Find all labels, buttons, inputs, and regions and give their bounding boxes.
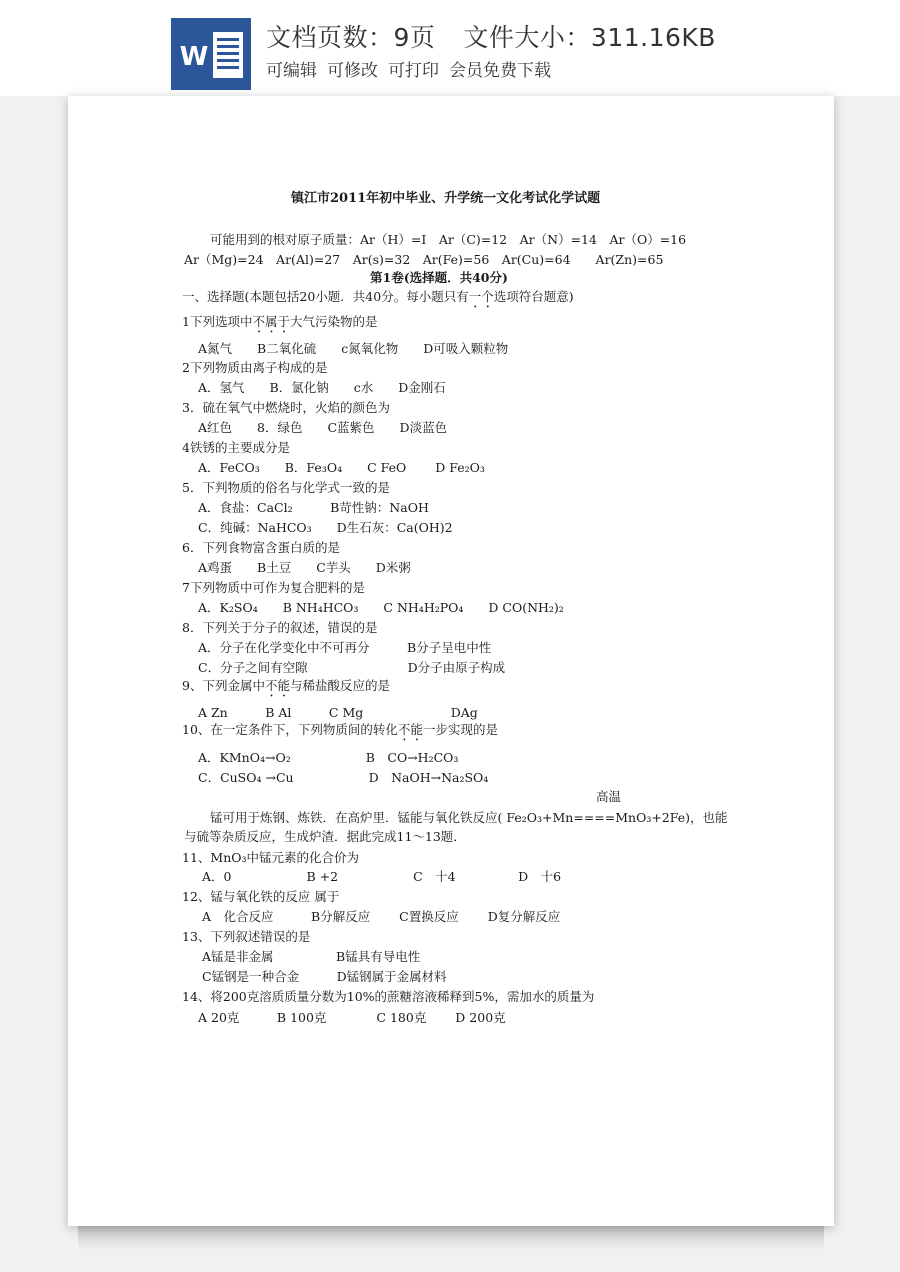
manganese-paragraph-2: 与硫等杂质反应，生成炉渣．据此完成11～13题．	[184, 829, 466, 844]
question-8-options-2: C．分子之间有空隙 D分子由原子构成	[198, 660, 506, 675]
perk-editable: 可编辑	[266, 61, 317, 81]
question-5-options-1: A．食盐：CaCl₂ B苛性钠：NaOH	[198, 500, 429, 515]
question-4: 4铁锈的主要成分是	[182, 440, 290, 455]
atomic-mass-line-1: 可能用到的根对原子质量：Ar（H）=I Ar（C)=12 Ar（N）=14 Ar（O）=16	[210, 232, 687, 247]
question-14: 14、将200克溶质质量分数为10%的蔗糖溶液稀释到5%，需加水的质量为	[182, 989, 595, 1004]
manganese-paragraph-1: 锰可用于炼钢、炼铁．在高炉里．锰能与氧化铁反应( Fe₂O₃+Mn====MnO₃+2Fe)，也能	[210, 810, 728, 825]
question-10-options-2: C．CuSO₄ →Cu D NaOH→Na₂SO₄	[198, 770, 489, 785]
q1-emphasis: 不属于	[252, 314, 290, 329]
question-13-options-1: A锰是非金属 B锰具有导电性	[202, 949, 421, 964]
high-temperature-label: 高温	[596, 789, 622, 804]
q9-emphasis: 不能	[264, 678, 290, 693]
question-1	[182, 314, 377, 336]
section-instructions	[182, 289, 574, 311]
section-emphasis: 一个	[468, 289, 494, 304]
question-10	[182, 722, 498, 744]
question-3-options: A红色 8．绿色 C蓝紫色 D淡蓝色	[198, 420, 448, 435]
question-8-options-1: A．分子在化学变化中不可再分 B分子呈电中性	[198, 640, 492, 655]
question-5: 5．下判物质的俗名与化学式一致的是	[182, 480, 390, 495]
word-doc-icon	[171, 18, 251, 90]
question-7: 7下列物质中可作为复合肥料的是	[182, 580, 365, 595]
question-6: 6．下列食物富含蛋白质的是	[182, 540, 340, 555]
question-13: 13、下列叙述错误的是	[182, 929, 311, 944]
question-1-options: A氮气 B二氧化硫 c氮氧化物 D可吸入颗粒物	[198, 341, 509, 356]
page-shadow	[78, 1226, 824, 1250]
download-banner	[0, 0, 900, 96]
question-3: 3．硫在氧气中燃烧时，火焰的颜色为	[182, 400, 390, 415]
question-12: 12、锰与氧化铁的反应 属于	[182, 889, 340, 904]
doc-perks	[266, 56, 551, 81]
perk-modifiable: 可修改	[327, 61, 378, 81]
q1-text: 1下列选项中	[182, 314, 253, 329]
svg-text:W: W	[179, 42, 209, 72]
q10-text: 10、在一定条件下，下列物质间的转化	[182, 722, 398, 737]
question-4-options: A．FeCO₃ B．Fe₃O₄ C FeO D Fe₂O₃	[198, 460, 485, 475]
doc-info-title	[266, 18, 716, 54]
page-count: 文档页数：9页	[266, 23, 436, 52]
question-2-options: A．氢气 B．氯化钠 c水 D金刚石	[198, 380, 446, 395]
question-2: 2下列物质由离子构成的是	[182, 360, 328, 375]
question-10-options-1: A．KMnO₄→O₂ B CO→H₂CO₃	[198, 750, 459, 765]
question-14-options: A 20克 B 100克 C 180克 D 200克	[198, 1010, 506, 1025]
question-9-options: A Zn B Al C Mg DAg	[198, 705, 478, 720]
question-12-options: A 化合反应 B分解反应 C置换反应 D复分解反应	[202, 909, 561, 924]
question-7-options: A．K₂SO₄ B NH₄HCO₃ C NH₄H₂PO₄ D CO(NH₂)₂	[198, 600, 564, 615]
document-page	[68, 96, 834, 1226]
q10-tail: 一步实现的是	[422, 722, 498, 737]
q9-text: 9、下列金属中	[182, 678, 265, 693]
section-tail: 选项符台题意)	[493, 289, 574, 304]
q1-tail: 大气污染物的是	[289, 314, 378, 329]
exam-title: 镇江市2011年初中毕业、升学统一文化考试化学试题	[291, 191, 601, 206]
question-13-options-2: C锰钢是一种合金 D锰钢属于金属材料	[202, 969, 447, 984]
question-6-options: A鸡蛋 B土豆 C芋头 D米粥	[198, 560, 411, 575]
part-heading: 第1卷(选择题．共40分)	[370, 270, 508, 285]
question-5-options-2: C．纯碱：NaHCO₃ D生石灰：Ca(OH)2	[198, 520, 453, 535]
q10-emphasis: 不能	[397, 722, 423, 737]
q9-tail: 与稀盐酸反应的是	[289, 678, 390, 693]
file-size: 文件大小：311.16KB	[463, 23, 716, 52]
perk-member-download: 会员免费下载	[449, 61, 551, 81]
question-8: 8．下列关于分子的叙述，错误的是	[182, 620, 378, 635]
question-9	[182, 678, 390, 700]
perk-printable: 可打印	[388, 61, 439, 81]
question-11: 11、MnO₃中锰元素的化合价为	[182, 850, 360, 865]
section-text: 一、选择题(本题包括20小题．共40分。每小题只有	[182, 289, 469, 304]
atomic-mass-line-2: Ar（Mg)=24 Ar(Al)=27 Ar(s)=32 Ar(Fe)=56 Ar(Cu)=64 Ar(Zn)=65	[184, 252, 664, 267]
question-11-options: A．0 B +2 C 十4 D 十6	[202, 869, 562, 884]
